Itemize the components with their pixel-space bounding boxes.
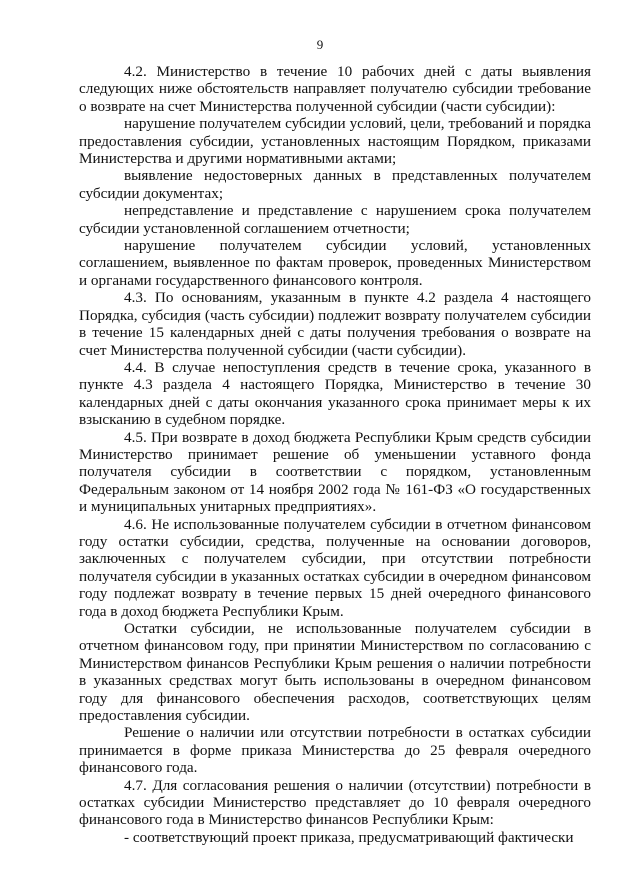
page-number: 9 [316, 37, 324, 52]
paragraph-4-7: 4.7. Для согласования решения о наличии (отсутствии) потребности в остатках субсидии Министерство представляет до 10 февраля очередного финансового года в Министерство финансов Республики Крым: [79, 776, 591, 829]
paragraph-unreliable-data: выявление недостоверных данных в представленных получателем субсидии документах; [79, 167, 591, 202]
document-body [79, 63, 591, 846]
paragraph-4-3: 4.3. По основаниям, указанным в пункте 4.2 раздела 4 настоящего Порядка, субсидия (часть субсидии) подлежит возврату получателем субсидии в течение 15 календарных дней с даты получения требования о возврате на счет Министерства полученной субсидии (части субсидии). [79, 289, 591, 359]
paragraph-4-5: 4.5. При возврате в доход бюджета Республики Крым средств субсидии Министерство принимает решение об уменьшении уставного фонда получателя субсидии в соответствии с порядком, установленным Федеральным законом от 14 ноября 2002 года № 161-ФЗ «О государственных и муниципальных унитарных предприятиях». [79, 428, 591, 516]
paragraph-4-2: 4.2. Министерство в течение 10 рабочих дней с даты выявления следующих ниже обстоятельств направляет получателю субсидии требование о возврате на счет Министерства полученной субсидии (части субсидии): [79, 63, 591, 115]
paragraph-audit-violations: нарушение получателем субсидии условий, установленных соглашением, выявленное по фактам проверок, проведенных Министерством и органами государственного финансового контроля. [79, 237, 591, 289]
paragraph-draft-order-item: - соответствующий проект приказа, предусматривающий фактически [124, 828, 574, 846]
paragraph-4-4: 4.4. В случае непоступления средств в течение срока, указанного в пункте 4.3 раздела 4 настоящего Порядка, Министерство в течение 30 календарных дней с даты окончания указанного срока принимает меры к их взысканию в судебном порядке. [79, 358, 591, 429]
paragraph-4-6: 4.6. Не использованные получателем субсидии в отчетном финансовом году остатки субсидии, средства, полученные на основании договоров, заключенных с получателем субсидии, при отсутствии потребности получателя субсидии в указанных остатках субсидии в очередном финансовом году подлежат возврату в течение первых 15 дней очередного финансового года в доход бюджета Республики Крым. [79, 515, 591, 620]
paragraph-unused-balances: Остатки субсидии, не использованные получателем субсидии в отчетном финансовом году, при принятии Министерством по согласованию с Министерством финансов Республики Крым решения о наличии потребности в указанных средствах могут быть использованы в очередном финансовом году для финансового обеспечения расходов, соответствующих целям предоставления субсидии. [79, 620, 591, 725]
paragraph-decision-deadline: Решение о наличии или отсутствии потребности в остатках субсидии принимается в форме приказа Министерства до 25 февраля очередного финансового года. [79, 724, 591, 777]
paragraph-reporting-failure: непредставление и представление с нарушением срока получателем субсидии установленной соглашением отчетности; [79, 202, 591, 237]
paragraph-violation-conditions: нарушение получателем субсидии условий, цели, требований и порядка предоставления субсидии, установленных настоящим Порядком, приказами Министерства и другими нормативными актами; [79, 115, 591, 168]
